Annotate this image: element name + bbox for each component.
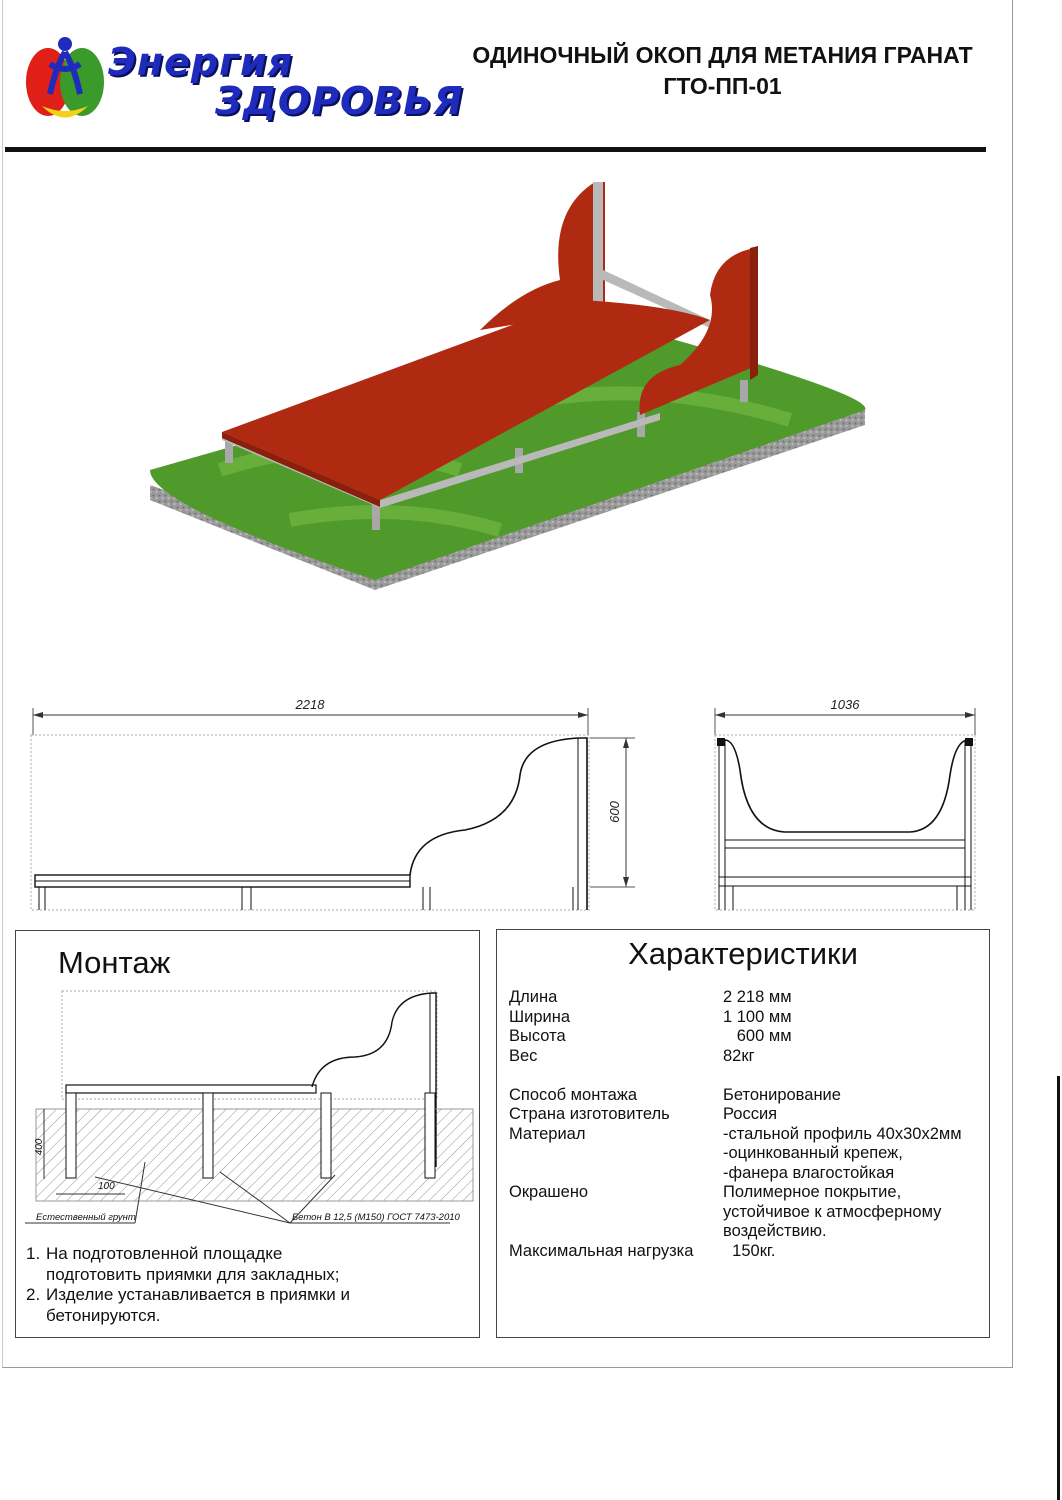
spacer <box>509 1066 962 1086</box>
spec-value: 1 100 мм <box>723 1007 792 1026</box>
back-post <box>593 182 603 317</box>
spec-key: Ширина <box>509 1007 571 1026</box>
spec-key: Длина <box>509 988 558 1006</box>
specs-title: Характеристики <box>628 936 858 971</box>
step-text: На подготовленной площадке <box>46 1244 283 1263</box>
side-panel-outline <box>410 738 587 910</box>
header-rule <box>5 147 986 152</box>
spec-value: Бетонирование <box>723 1085 841 1104</box>
spec-row <box>509 1242 962 1262</box>
spec-row <box>509 1144 962 1164</box>
spec-key: Вес <box>509 1046 538 1065</box>
spec-value: 82кг <box>723 1046 755 1065</box>
montage-steps <box>26 1244 350 1326</box>
width-label: 1036 <box>830 697 860 712</box>
spec-value: воздействию. <box>723 1222 827 1240</box>
step-item <box>26 1285 350 1326</box>
spec-value: -стальной профиль 40х30х2мм <box>723 1124 962 1143</box>
spec-value: 150кг. <box>723 1241 776 1260</box>
spec-row <box>509 1047 962 1067</box>
spec-key: Окрашено <box>509 1183 589 1201</box>
step-text: бетонируются. <box>46 1305 161 1325</box>
spec-row <box>509 1027 962 1047</box>
spec-key: Материал <box>509 1124 586 1143</box>
spec-key <box>509 1144 723 1164</box>
logo-head <box>58 37 72 51</box>
spec-row <box>509 1086 962 1106</box>
spec-value: Россия <box>723 1105 778 1123</box>
step-text: Изделие устанавливается в приямки и <box>46 1285 350 1304</box>
front-view-drawing <box>705 690 995 920</box>
montage-title: Монтаж <box>58 945 171 980</box>
brand-name-line1: Энергия <box>108 40 293 84</box>
spec-key <box>509 1222 723 1242</box>
spec-row <box>509 1222 962 1242</box>
step-number: 1. <box>26 1244 41 1263</box>
montage-drawing <box>20 987 475 1232</box>
frame-leg <box>740 380 748 402</box>
spec-value: 600 мм <box>723 1027 792 1045</box>
side-panel-edge <box>750 246 758 380</box>
step-text: подготовить приямки для закладных; <box>46 1264 340 1284</box>
spec-row <box>509 1125 962 1145</box>
spec-key: Максимальная нагрузка <box>509 1241 694 1260</box>
offset-label: 100 <box>98 1181 115 1192</box>
depth-label: 400 <box>34 1138 45 1156</box>
ground-label: Естественный грунт <box>36 1212 136 1223</box>
title-line2: ГТО-ПП-01 <box>663 73 782 99</box>
spec-row <box>509 1183 962 1203</box>
document-title <box>430 40 1015 102</box>
side-view-drawing <box>25 690 645 920</box>
specs-table <box>509 988 962 1261</box>
spec-value: Полимерное покрытие, <box>723 1183 902 1201</box>
height-label: 600 <box>607 801 622 823</box>
product-3d-render <box>140 170 880 600</box>
spec-row <box>509 1203 962 1223</box>
spec-key <box>509 1203 723 1223</box>
spec-key: Способ монтажа <box>509 1085 638 1104</box>
spec-key: Страна изготовитель <box>509 1105 670 1123</box>
title-line1: ОДИНОЧНЫЙ ОКОП ДЛЯ МЕТАНИЯ ГРАНАТ <box>472 42 973 68</box>
spec-key: Высота <box>509 1027 566 1045</box>
spec-value: 2 218 мм <box>723 988 792 1006</box>
spec-row <box>509 988 962 1008</box>
specs-panel <box>496 929 990 1338</box>
length-label: 2218 <box>295 697 325 712</box>
montage-panel <box>15 930 480 1338</box>
step-item <box>26 1244 350 1285</box>
spec-value: -оцинкованный крепеж, <box>723 1144 903 1162</box>
brand-name-line2: ЗДОРОВЬЯ <box>215 79 464 123</box>
step-number: 2. <box>26 1285 41 1304</box>
spec-row <box>509 1008 962 1028</box>
front-panel-outline <box>725 740 967 832</box>
spec-row <box>509 1105 962 1125</box>
spec-row <box>509 1164 962 1184</box>
concrete-label: Бетон В 12,5 (М150) ГОСТ 7473-2010 <box>292 1212 460 1223</box>
edge-bar <box>1057 1076 1060 1500</box>
spec-key <box>509 1164 723 1184</box>
spec-value: -фанера влагостойкая <box>723 1163 895 1182</box>
spec-value: устойчивое к атмосферному <box>723 1202 942 1221</box>
